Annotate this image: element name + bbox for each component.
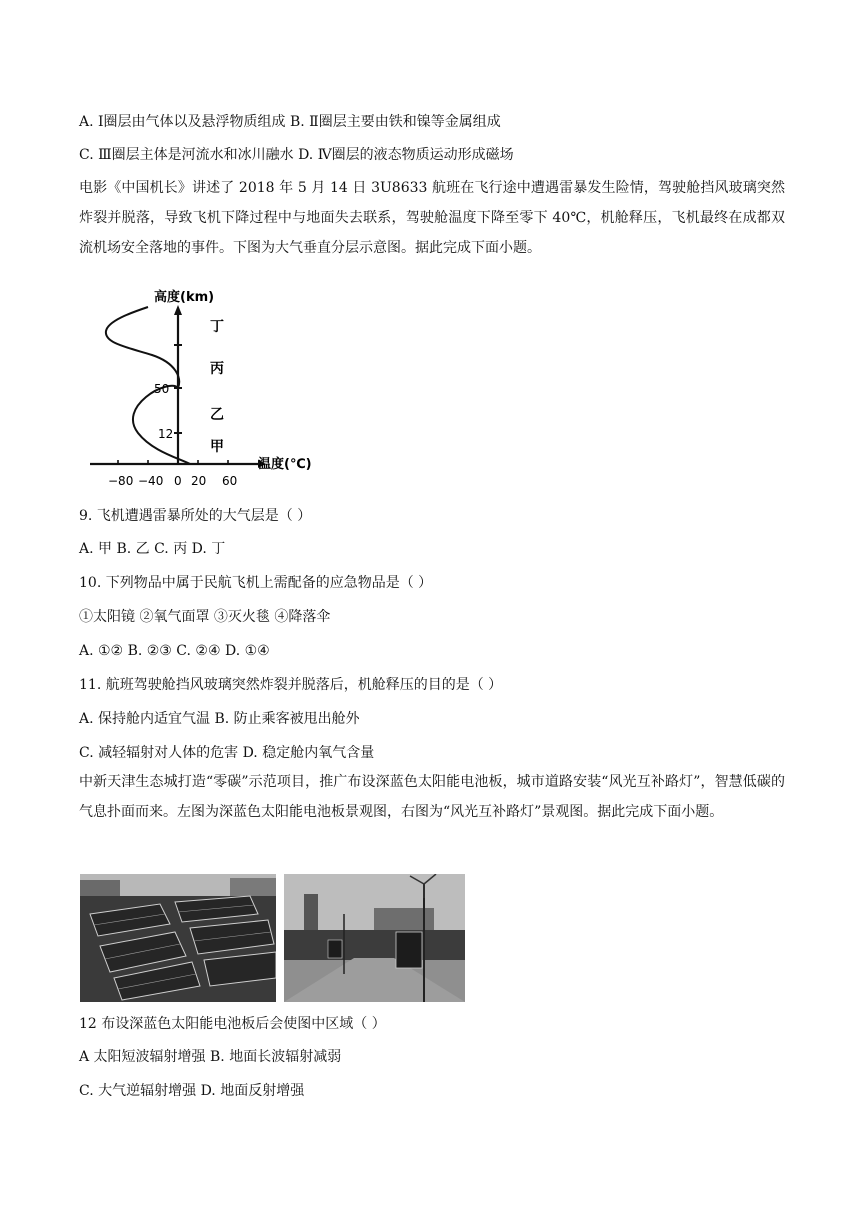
layer-label-jia: 甲 — [210, 439, 224, 455]
y-tick-label: 50 — [154, 382, 170, 396]
question-9-stem: 9. 飞机遭遇雷暴所处的大气层是（ ） — [79, 508, 312, 524]
question-10-options: A. ①② B. ②③ C. ②④ D. ①④ — [79, 643, 270, 659]
prev-question-options-2: C. Ⅲ圈层主体是河流水和冰川融水 D. Ⅳ圈层的液态物质运动形成磁场 — [79, 147, 514, 163]
y-axis-label: 高度(km) — [154, 290, 215, 305]
layer-label-bing: 丙 — [210, 361, 224, 377]
question-12-options-2: C. 大气逆辐射增强 D. 地面反射增强 — [79, 1083, 305, 1099]
question-10-stem: 10. 下列物品中属于民航飞机上需配备的应急物品是（ ） — [79, 575, 433, 591]
y-tick-label: 12 — [158, 427, 174, 441]
y-axis-arrow-icon — [174, 305, 182, 315]
passage-eco-city: 中新天津生态城打造“零碳”示范项目，推广布设深蓝色太阳能电池板，城市道路安装“风光互补路灯”，智慧低碳的气息扑面而来。左图为深蓝色太阳能电池板景观图，右图为“风光互补路灯”景观图。据此完成下面小题。 — [79, 774, 785, 820]
question-11-options-1: A. 保持舱内适宜气温 B. 防止乘客被甩出舱外 — [79, 711, 360, 727]
prev-question-options-1: A. Ⅰ圈层由气体以及悬浮物质组成 B. Ⅱ圈层主要由铁和镍等金属组成 — [79, 114, 501, 130]
question-9-options: A. 甲 B. 乙 C. 丙 D. 丁 — [79, 541, 226, 557]
question-11-stem: 11. 航班驾驶舱挡风玻璃突然炸裂并脱落后，机舱释压的目的是（ ） — [79, 677, 503, 693]
solar-panel-photo — [80, 874, 276, 1002]
streetlight-image — [284, 874, 465, 1002]
x-axis-label: 温度(℃) — [258, 457, 312, 472]
x-tick-label: 60 — [222, 474, 238, 488]
solar-panel-image — [80, 874, 276, 1002]
question-12-options-1: A 太阳短波辐射增强 B. 地面长波辐射减弱 — [79, 1049, 342, 1065]
atmosphere-chart-svg — [82, 283, 322, 488]
x-tick-label: 0 — [174, 474, 182, 488]
x-tick-label: 20 — [191, 474, 207, 488]
atmosphere-layer-chart — [82, 283, 322, 488]
question-12-stem: 12 布设深蓝色太阳能电池板后会使图中区域（ ） — [79, 1016, 386, 1032]
question-11-options-2: C. 减轻辐射对人体的危害 D. 稳定舱内氧气含量 — [79, 745, 375, 761]
x-tick-label: −80 — [108, 474, 134, 488]
layer-label-yi: 乙 — [210, 407, 224, 423]
question-10-items: ①太阳镜 ②氧气面罩 ③灭火毯 ④降落伞 — [79, 609, 331, 625]
passage-china-captain: 电影《中国机长》讲述了 2018 年 5 月 14 日 3U8633 航班在飞行途中遭遇雷暴发生险情，驾驶舱挡风玻璃突然炸裂并脱落，导致飞机下降过程中与地面失去联系，驾驶舱温度下降至零下 40℃，机舱释压，飞机最终在成都双流机场安全落地的事件。下图为大气垂直分层示意图。据此完成下面小题。 — [79, 180, 785, 256]
wind-solar-streetlight-photo — [284, 874, 465, 1002]
x-tick-label: −40 — [138, 474, 164, 488]
layer-label-ding: 丁 — [210, 319, 224, 335]
